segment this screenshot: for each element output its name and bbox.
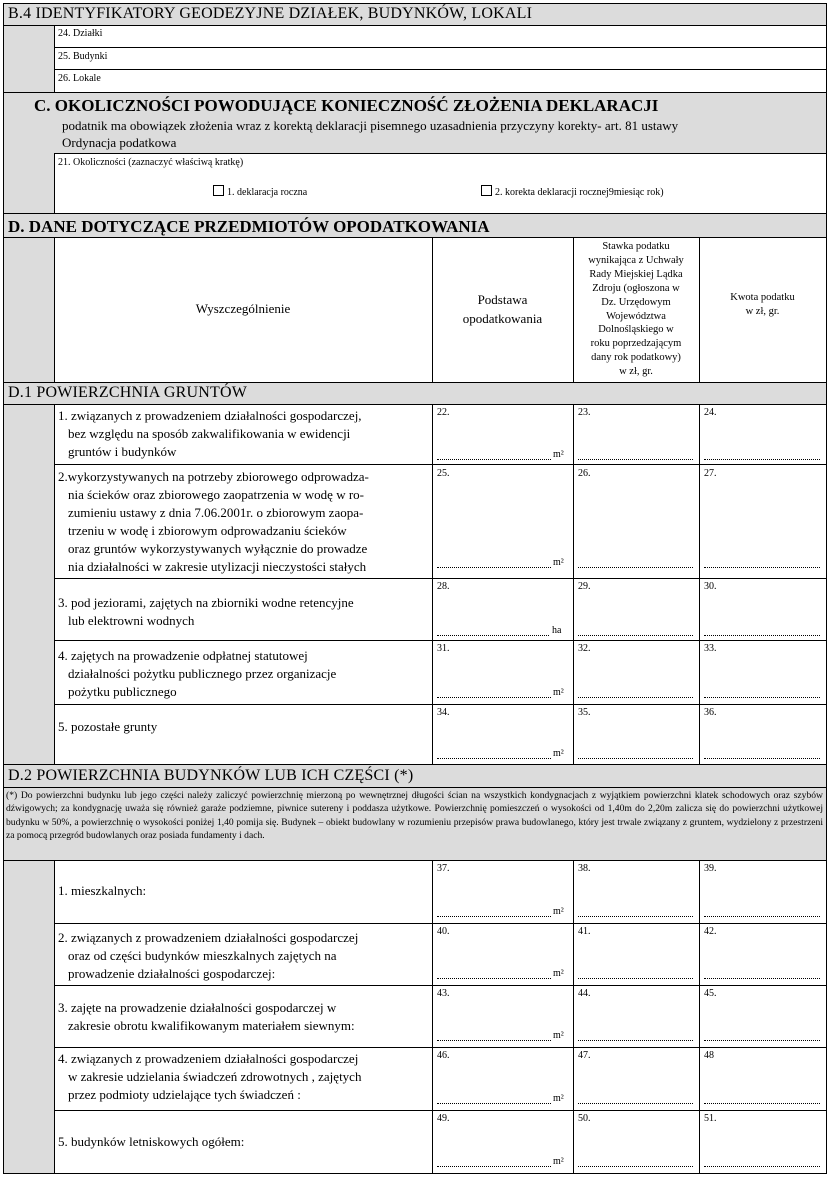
field-24-dzialki[interactable]: 24. Działki <box>58 28 103 39</box>
d2-row4-label: 4. związanych z prowadzeniem działalności gospodarczej w zakresie udzielania świadczeń zdrowotnych , zajętych przez podmioty udzielające tych świadczeń : <box>58 1051 362 1102</box>
d2-row5-label: 5. budynków letniskowych ogółem: <box>58 1134 245 1149</box>
d1-left-margin <box>3 404 54 764</box>
d-title: D. DANE DOTYCZĄCE PRZEDMIOTÓW OPODATKOWANIA <box>8 217 490 236</box>
field-30[interactable]: 30. <box>704 581 717 592</box>
checkbox-icon[interactable] <box>481 185 492 196</box>
d2-row3-label: 3. zajęte na prowadzenie działalności gospodarczej w zakresie obrotu kwalifikowanym materiałem siewnym: <box>58 1000 355 1033</box>
header-podstawa-2: opodatkowania <box>462 311 543 326</box>
field-35[interactable]: 35. <box>578 707 591 718</box>
field-45[interactable]: 45. <box>704 988 717 999</box>
field-39[interactable]: 39. <box>704 863 717 874</box>
d2-footnote: (*) Do powierzchni budynku lub jego części należy zaliczyć powierzchnię mierzoną po wewnętrznej długości ścian na wszystkich kondygnacjach z wyjątkiem powierzchni klatek schodowych oraz szybów dźwigowych; za kondygnację uważa się również garaże podziemne, piwnice sutereny i poddasza użytkowe. Powierzchnię pomieszczeń o wysokości od 1,40m do 2,20m zalicza się do powierzchni użytkowej budynku w 50%, a powierzchnię o wysokości poniżej 1,40 pomija się. Budynek – obiekt budowlany w rozumieniu przepisów prawa budowlanego, który jest trwale związany z gruntem, wydzielony z przestrzeni za pomocą przegród budowlanych oraz posiada fundamenty i dach. <box>6 790 823 841</box>
field-22[interactable]: 22. <box>437 407 450 418</box>
field-46[interactable]: 46. <box>437 1050 450 1061</box>
field-26-lokale[interactable]: 26. Lokale <box>58 73 101 84</box>
field-29[interactable]: 29. <box>578 581 591 592</box>
field-33[interactable]: 33. <box>704 643 717 654</box>
field-27[interactable]: 27. <box>704 468 717 479</box>
b4-left-margin <box>3 25 54 92</box>
d2-row2-label: 2. związanych z prowadzeniem działalności gospodarczej oraz od części budynków mieszkalnych zajętych na prowadzenie działalności gospodarczej: <box>58 930 359 981</box>
c-field-21-label: 21. Okoliczności (zaznaczyć właściwą kratkę) <box>58 157 244 168</box>
c-title: C. OKOLICZNOŚCI POWODUJĄCE KONIECZNOŚĆ ZŁOŻENIA DEKLARACJI <box>34 96 659 115</box>
field-44[interactable]: 44. <box>578 988 591 999</box>
unit-label: m² <box>553 449 564 460</box>
b4-title: B.4 IDENTYFIKATORY GEODEZYJNE DZIAŁEK, BUDYNKÓW, LOKALI <box>8 5 533 22</box>
d1-row3-label: 3. pod jeziorami, zajętych na zbiorniki wodne retencyjne lub elektrowni wodnych <box>58 595 354 628</box>
field-51[interactable]: 51. <box>704 1113 717 1124</box>
option-deklaracja-roczna[interactable] <box>213 185 307 199</box>
field-32[interactable]: 32. <box>578 643 591 654</box>
field-25[interactable]: 25. <box>437 468 450 479</box>
field-42[interactable]: 42. <box>704 926 717 937</box>
unit-label: m² <box>553 1093 564 1104</box>
c-subtitle-2: Ordynacja podatkowa <box>62 135 177 150</box>
field-43[interactable]: 43. <box>437 988 450 999</box>
header-stawka: Stawka podatku wynikająca z Uchwały Rady Miejskiej Lądka Zdroju (ogłoszona w Dz. Urzędowym Województwa Dolnośląskiego w roku poprzedzającym dany rok podatkowy) w zł, gr. <box>588 241 684 378</box>
d2-left-margin <box>3 860 54 1174</box>
c-subtitle-1: podatnik ma obowiązek złożenia wraz z korektą deklaracji pisemnego uzasadnienia przyczyny korekty- art. 81 ustawy <box>62 118 679 133</box>
field-41[interactable]: 41. <box>578 926 591 937</box>
d2-title: D.2 POWIERZCHNIA BUDYNKÓW LUB ICH CZĘŚCI (*) <box>8 767 414 784</box>
d1-row1-label: 1. związanych z prowadzeniem działalności gospodarczej, bez względu na sposób zakwalifikowania w ewidencji gruntów i budynków <box>58 408 362 459</box>
d1-row2-label: 2.wykorzystywanych na potrzeby zbiorowego odprowadza- nia ścieków oraz zbiorowego zaopatrzenia w wodę w ro- zumieniu ustawy z dnia 7.06.2001r. o zbiorowym zaopa- trzeniu w wodę i zbiorowym odprowadzaniu ścieków oraz gruntów wykorzystywanych wyłącznie do prowadze nia działalności w zakresie utylizacji nieczystości stałych <box>58 469 369 574</box>
header-kwota: Kwota podatku w zł, gr. <box>730 292 795 317</box>
d-left-margin <box>3 237 54 382</box>
field-28[interactable]: 28. <box>437 581 450 592</box>
d1-title: D.1 POWIERZCHNIA GRUNTÓW <box>8 384 248 401</box>
field-25-budynki[interactable]: 25. Budynki <box>58 51 108 62</box>
unit-label: m² <box>553 557 564 568</box>
c-left-margin <box>3 153 54 213</box>
checkbox-icon[interactable] <box>213 185 224 196</box>
unit-label: m² <box>553 1156 564 1167</box>
unit-label: m² <box>553 1030 564 1041</box>
unit-label: m² <box>553 687 564 698</box>
field-40[interactable]: 40. <box>437 926 450 937</box>
option-korekta-label: 2. korekta deklaracji rocznej9miesiąc rok) <box>495 187 664 198</box>
field-23[interactable]: 23. <box>578 407 591 418</box>
field-48[interactable]: 48 <box>704 1050 714 1061</box>
unit-label: m² <box>553 968 564 979</box>
field-38[interactable]: 38. <box>578 863 591 874</box>
unit-label: m² <box>553 748 564 759</box>
field-49[interactable]: 49. <box>437 1113 450 1124</box>
header-wyszczegolnienie: Wyszczególnienie <box>195 301 291 316</box>
d1-row5-label: 5. pozostałe grunty <box>58 719 158 734</box>
d2-row1-label: 1. mieszkalnych: <box>58 883 147 898</box>
option-korekta[interactable] <box>481 185 664 199</box>
field-26[interactable]: 26. <box>578 468 591 479</box>
option-deklaracja-roczna-label: 1. deklaracja roczna <box>227 187 308 198</box>
field-34[interactable]: 34. <box>437 707 450 718</box>
field-47[interactable]: 47. <box>578 1050 591 1061</box>
field-36[interactable]: 36. <box>704 707 717 718</box>
field-50[interactable]: 50. <box>578 1113 591 1124</box>
field-24[interactable]: 24. <box>704 407 717 418</box>
field-31[interactable]: 31. <box>437 643 450 654</box>
header-podstawa-1: Podstawa <box>477 292 528 307</box>
d1-row4-label: 4. zajętych na prowadzenie odpłatnej statutowej działalności pożytku publicznego przez organizacje pożytku publicznego <box>58 648 337 699</box>
unit-label: ha <box>552 625 562 636</box>
field-37[interactable]: 37. <box>437 863 450 874</box>
unit-label: m² <box>553 906 564 917</box>
